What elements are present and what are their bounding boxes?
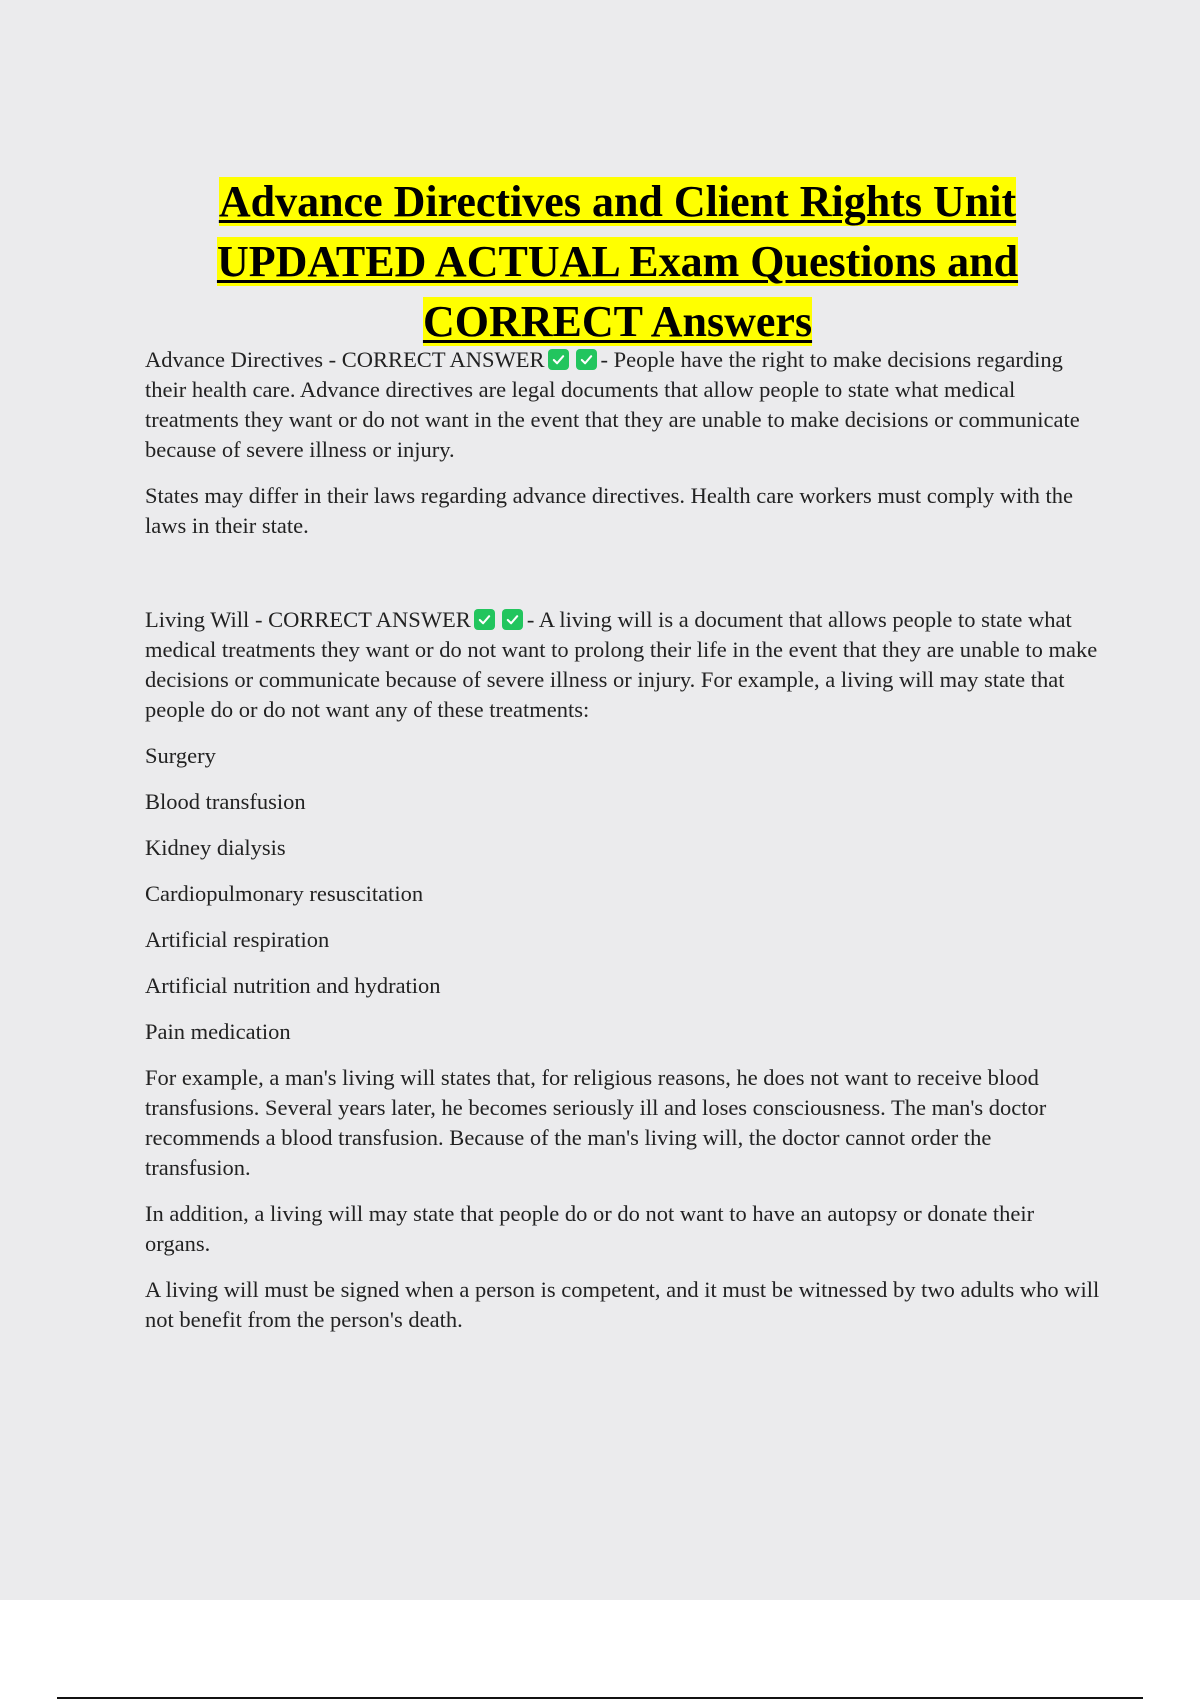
treatment-item: Kidney dialysis xyxy=(145,835,286,860)
document-title: Advance Directives and Client Rights Unit UPDATED ACTUAL Exam Questions and CORRECT Answers xyxy=(216,177,1019,347)
term: Advance Directives xyxy=(145,347,324,372)
page-divider xyxy=(57,1697,1143,1699)
paragraph: For example, a man's living will states that, for religious reasons, he does not want to receive blood transfusions. Several years later, he becomes seriously ill and loses consciousness. The man's doctor recommends a blood transfusion. Because of the man's living will, the doctor cannot order the transfusion. xyxy=(145,1065,1047,1180)
term-separator: - xyxy=(323,347,342,372)
paragraph: States may differ in their laws regarding advance directives. Health care workers must comply with the laws in their state. xyxy=(145,483,1074,538)
definition: - A living will is a document that allows people to state what medical treatments they want or do not want to prolong their life in the event that they are unable to make decisions or communicate because of severe illness or injury. For example, a living will may state that people do or do not want any of these treatments: xyxy=(145,607,1098,722)
treatment-item: Blood transfusion xyxy=(145,789,306,814)
treatment-item: Surgery xyxy=(145,743,216,768)
check-box-icon xyxy=(502,609,523,630)
treatment-item: Cardiopulmonary resuscitation xyxy=(145,881,424,906)
qa-living-will xyxy=(145,605,1100,725)
check-box-icon xyxy=(474,609,495,630)
check-box-icon xyxy=(576,349,597,370)
answer-label: CORRECT ANSWER xyxy=(341,347,545,372)
check-box-icon xyxy=(548,349,569,370)
document-body xyxy=(145,345,1100,1351)
treatment-item: Pain medication xyxy=(145,1019,291,1044)
answer-label: CORRECT ANSWER xyxy=(268,607,471,632)
definition: - People have the right to make decisions regarding their health care. Advance directives are legal documents that allow people to state what medical treatments they want or do not want in the event that they are unable to make decisions or communicate because of severe illness or injury. xyxy=(145,347,1080,462)
treatment-item: Artificial respiration xyxy=(145,927,330,952)
treatment-item: Artificial nutrition and hydration xyxy=(145,973,441,998)
term: Living Will xyxy=(145,607,250,632)
paragraph: A living will must be signed when a person is competent, and it must be witnessed by two adults who will not benefit from the person's death. xyxy=(145,1277,1100,1332)
paragraph: In addition, a living will may state that people do or do not want to have an autopsy or donate their organs. xyxy=(145,1201,1035,1256)
term-separator: - xyxy=(249,607,269,632)
qa-advance-directives xyxy=(145,345,1100,465)
